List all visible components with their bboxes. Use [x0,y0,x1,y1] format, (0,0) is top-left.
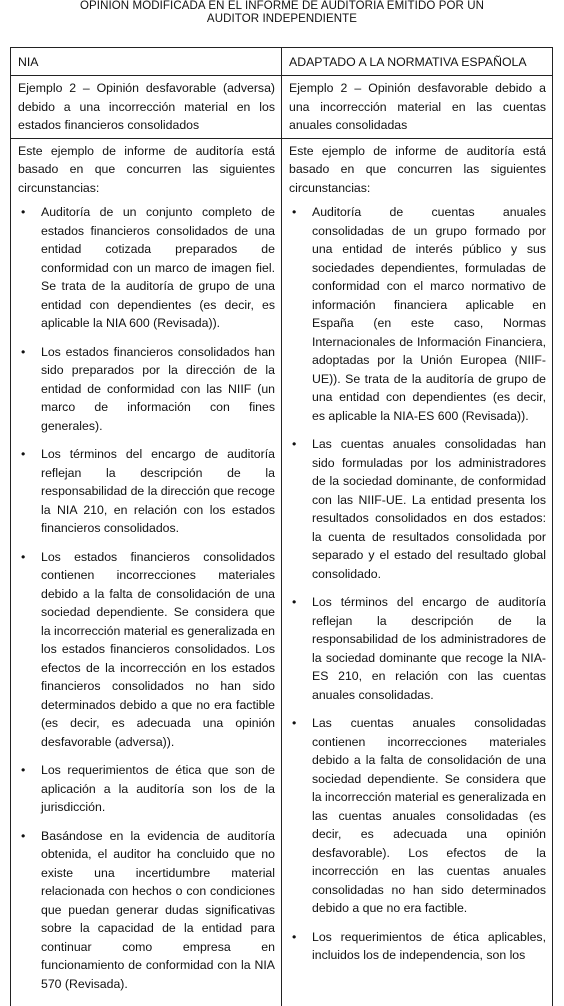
document-title [0,0,564,26]
header-spanish-standard: ADAPTADO A LA NORMATIVA ESPAÑOLA [282,48,553,76]
content-right [282,138,553,1006]
bullet-list-right [289,203,546,965]
intro-right: Este ejemplo de informe de auditoría está basado en que concurren las siguientes circunstancias: [289,143,546,195]
bullet-item: • Las cuentas anuales consolidadas contienen incorrecciones materiales debido a la falta de consolidación de una sociedad dependiente. Se considera que la incorrección material es generalizada en las cuentas anuales consolidadas (es decir, es adecuada una opinión desfavorable). Los efectos de la incorrección en las cuentas anuales consolidadas no han sido determinados debido a que no era factible. [289,714,546,918]
bullet-item: • Los requerimientos de ética que son de aplicación a la auditoría son los de la jurisdicción. [18,761,275,817]
document-title-line-1: OPINIÓN MODIFICADA EN EL INFORME DE AUDITORÍA EMITIDO POR UN [79,0,485,12]
example-title-left: Ejemplo 2 – Opinión desfavorable (adversa) debido a una incorrección material en los estados financieros consolidados [11,76,282,139]
bullet-item: • Los requerimientos de ética aplicables, incluidos los de independencia, son los [289,928,546,965]
comparison-table [10,47,553,1006]
bullet-item: • Auditoría de cuentas anuales consolidadas de un grupo formado por una entidad de interés público y sus sociedades dependientes, formuladas de conformidad con el marco normativo de información financiera aplicable en España (en este caso, Normas Internacionales de Información Financiera, adoptadas por la Unión Europea (NIIF-UE)). Se trata de la auditoría de grupo de una entidad con dependientes (es decir, es aplicable la NIA-ES 600 (Revisada)). [289,203,546,425]
bullet-item: • Los estados financieros consolidados han sido preparados por la dirección de la entidad de conformidad con las NIIF (un marco de información con fines generales). [18,343,275,436]
intro-left: Este ejemplo de informe de auditoría está basado en que concurren las siguientes circunstancias: [18,143,275,195]
bullet-list-left [18,203,275,993]
example-row [11,76,553,139]
bullet-item: • Auditoría de un conjunto completo de estados financieros consolidados de una entidad cotizada preparados de conformidad con un marco de imagen fiel. Se trata de la auditoría de grupo de una entidad con dependientes (es decir, es aplicable la NIA 600 (Revisada)). [18,203,275,333]
bullet-item: • Las cuentas anuales consolidadas han sido formuladas por los administradores de la sociedad dominante, de conformidad con las NIIF-UE. La entidad presenta los resultados consolidados en dos estados: la cuenta de resultados consolidada por separado y el estado del resultado global consolidado. [289,435,546,583]
header-nia: NIA [11,48,282,76]
example-title-right: Ejemplo 2 – Opinión desfavorable debido a una incorrección material en las cuentas anuales consolidadas [282,76,553,139]
bullet-item: • Basándose en la evidencia de auditoría obtenida, el auditor ha concluido que no existe una incertidumbre material relacionada con hechos o con condiciones que puedan generar dudas significativas sobre la capacidad de la entidad para continuar como empresa en funcionamiento de conformidad con la NIA 570 (Revisada). [18,827,275,994]
bullet-item: • Los términos del encargo de auditoría reflejan la descripción de la responsabilidad de los administradores de la sociedad dominante que recoge la NIA-ES 210, en relación con las cuentas anuales consolidadas. [289,593,546,704]
content-row [11,138,553,1006]
header-row [11,48,553,76]
bullet-item: • Los estados financieros consolidados contienen incorrecciones materiales debido a la falta de consolidación de una sociedad dependiente. Se considera que la incorrección material es generalizada en los estados financieros consolidados. Los efectos de la incorrección en los estados financieros consolidados no han sido determinados debido a que no era factible (es decir, es adecuada una opinión desfavorable (adversa)). [18,548,275,752]
bullet-item: • Los términos del encargo de auditoría reflejan la descripción de la responsabilidad de la dirección que recoge la NIA 210, en relación con los estados financieros consolidados. [18,445,275,538]
document-title-line-2: AUDITOR INDEPENDIENTE [206,13,358,25]
content-left [11,138,282,1006]
